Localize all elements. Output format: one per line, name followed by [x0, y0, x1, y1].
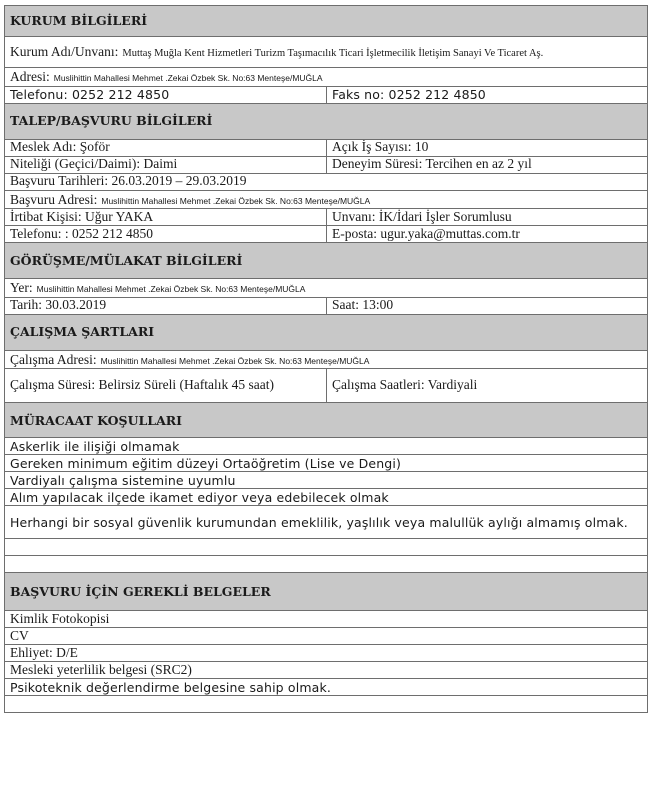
gorusme-yer-value: Muslihittin Mahallesi Mehmet .Zekai Özbek Sk. No:63 Menteşe/MUĞLA: [36, 284, 306, 295]
talep-acik-is: Açık İş Sayısı: 10: [327, 139, 648, 156]
talep-eposta: E-posta: ugur.yaka@muttas.com.tr: [327, 226, 648, 243]
muracaat-empty-row: [5, 539, 648, 556]
muracaat-item: Vardiyalı çalışma sistemine uyumlu: [5, 472, 648, 489]
muracaat-empty-row: [5, 556, 648, 573]
belgeler-item: Ehliyet: D/E: [5, 645, 648, 662]
talep-adres-field: [5, 190, 648, 209]
kurum-adi-field: [5, 37, 648, 68]
section-belgeler-header: BAŞVURU İÇİN GEREKLİ BELGELER: [5, 573, 648, 611]
talep-adres-value: Muslihittin Mahallesi Mehmet .Zekai Özbek Sk. No:63 Menteşe/MUĞLA: [101, 195, 371, 206]
kurum-faks: Faks no: 0252 212 4850: [327, 86, 648, 103]
talep-adres-label: Başvuru Adresi:: [10, 191, 98, 207]
kurum-adres-label: Adresi:: [10, 69, 50, 84]
belgeler-item: Mesleki yeterlilik belgesi (SRC2): [5, 662, 648, 679]
belgeler-empty-row: [5, 696, 648, 713]
gorusme-yer-field: [5, 279, 648, 298]
belgeler-item: Kimlik Fotokopisi: [5, 611, 648, 628]
talep-deneyim: Deneyim Süresi: Tercihen en az 2 yıl: [327, 156, 648, 173]
gorusme-yer-label: Yer:: [10, 280, 33, 296]
kurum-adres-value: Muslihittin Mahallesi Mehmet .Zekai Özbek Sk. No:63 Menteşe/MUĞLA: [53, 73, 323, 83]
talep-irtibat: İrtibat Kişisi: Uğur YAKA: [5, 209, 327, 226]
kurum-telefon: Telefonu: 0252 212 4850: [5, 86, 327, 103]
muracaat-item: Askerlik ile ilişiği olmamak: [5, 438, 648, 455]
talep-meslek: Meslek Adı: Şoför: [5, 139, 327, 156]
calisma-saatleri: Çalışma Saatleri: Vardiyali: [327, 369, 648, 403]
gorusme-saat: Saat: 13:00: [327, 297, 648, 314]
calisma-adres-value: Muslihittin Mahallesi Mehmet .Zekai Özbek Sk. No:63 Menteşe/MUĞLA: [100, 355, 370, 366]
muracaat-item: Herhangi bir sosyal güvenlik kurumundan emeklilik, yaşlılık veya malullük aylığı almamış olmak.: [5, 506, 648, 539]
muracaat-item: Alım yapılacak ilçede ikamet ediyor veya edebilecek olmak: [5, 489, 648, 506]
section-kurum-header: KURUM BİLGİLERİ: [5, 6, 648, 37]
calisma-adres-label: Çalışma Adresi:: [10, 351, 97, 367]
calisma-adres-field: [5, 350, 648, 369]
section-talep-header: TALEP/BAŞVURU BİLGİLERİ: [5, 103, 648, 139]
talep-telefon: Telefonu: : 0252 212 4850: [5, 226, 327, 243]
belgeler-item: Psikoteknik değerlendirme belgesine sahip olmak.: [5, 679, 648, 696]
section-muracaat-header: MÜRACAAT KOŞULLARI: [5, 403, 648, 438]
section-calisma-header: ÇALIŞMA ŞARTLARI: [5, 314, 648, 350]
form-table: [4, 5, 648, 713]
gorusme-tarih: Tarih: 30.03.2019: [5, 297, 327, 314]
section-gorusme-header: GÖRÜŞME/MÜLAKAT BİLGİLERİ: [5, 243, 648, 279]
kurum-adi-label: Kurum Adı/Unvanı:: [10, 44, 119, 60]
talep-unvani: Unvanı: İK/İdari İşler Sorumlusu: [327, 209, 648, 226]
talep-tarihler: Başvuru Tarihleri: 26.03.2019 – 29.03.2019: [5, 173, 648, 190]
kurum-adres-field: [5, 68, 648, 87]
kurum-adi-value: Muttaş Muğla Kent Hizmetleri Turizm Taşımacılık Ticari İşletmecilik İletişim Sanayi Ve Ticaret Aş.: [122, 48, 544, 60]
talep-niteligi: Niteliği (Geçici/Daimi): Daimi: [5, 156, 327, 173]
calisma-suresi: Çalışma Süresi: Belirsiz Süreli (Haftalık 45 saat): [5, 369, 327, 403]
muracaat-item: Gereken minimum eğitim düzeyi Ortaöğretim (Lise ve Dengi): [5, 455, 648, 472]
belgeler-item: CV: [5, 628, 648, 645]
